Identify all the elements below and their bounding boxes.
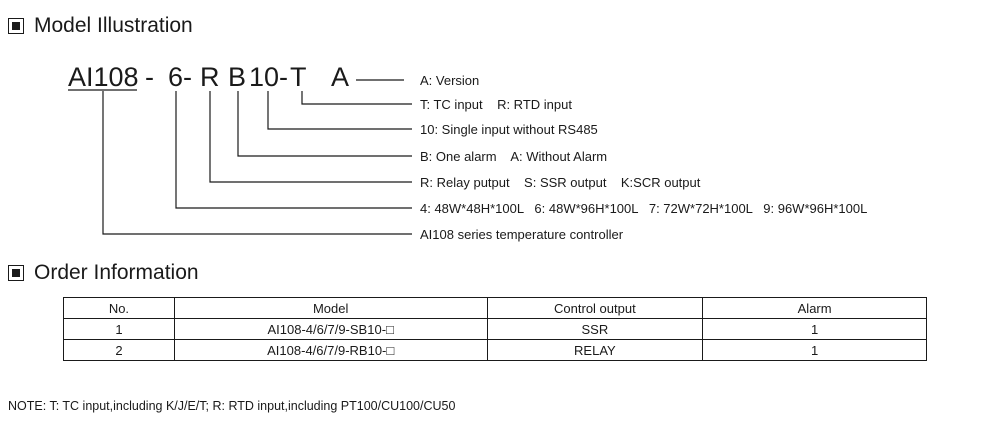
cell-control-output: SSR: [487, 319, 703, 340]
cell-control-output: RELAY: [487, 340, 703, 361]
code-output: R: [200, 62, 220, 92]
leader-size: [176, 91, 412, 208]
cell-no: 2: [64, 340, 175, 361]
label-version: A: Version: [420, 73, 480, 88]
column-header-model: Model: [174, 298, 487, 319]
label-input-type: T: TC input R: RTD input: [420, 97, 572, 112]
cell-alarm: 1: [703, 319, 927, 340]
label-input-count: 10: Single input without RS485: [420, 122, 598, 137]
order-information-heading: [8, 261, 199, 285]
section-title: Model Illustration: [34, 14, 193, 37]
column-header-no: No.: [64, 298, 175, 319]
cell-model: AI108-4/6/7/9-RB10-□: [174, 340, 487, 361]
label-output: R: Relay putput S: SSR output K:SCR output: [420, 175, 701, 190]
code-version: A: [331, 62, 350, 92]
leader-input-count: [268, 91, 412, 129]
code-dash: -: [145, 62, 154, 92]
table-header-row: [64, 298, 927, 319]
cell-model: AI108-4/6/7/9-SB10-□: [174, 319, 487, 340]
code-alarm: B: [228, 62, 247, 92]
leader-alarm: [238, 91, 412, 156]
cell-no: 1: [64, 319, 175, 340]
code-size: 6-: [168, 62, 193, 92]
column-header-control-output: Control output: [487, 298, 703, 319]
leader-output: [210, 91, 412, 182]
label-alarm: B: One alarm A: Without Alarm: [420, 149, 608, 164]
note-text: NOTE: T: TC input,including K/J/E/T; R: RTD input,including PT100/CU100/CU50: [8, 399, 456, 413]
leader-series: [103, 91, 412, 234]
leader-input-type: [302, 91, 412, 104]
order-table: [63, 297, 927, 361]
column-header-alarm: Alarm: [703, 298, 927, 319]
label-series: AI108 series temperature controller: [420, 227, 624, 242]
label-size: 4: 48W*48H*100L 6: 48W*96H*100L 7: 72W*72H*100L 9: 96W*96H*100L: [420, 201, 868, 216]
cell-alarm: 1: [703, 340, 927, 361]
section-title: Order Information: [34, 261, 199, 284]
table-row: [64, 340, 927, 361]
code-input-type: T: [290, 62, 307, 92]
code-series: AI108: [68, 62, 139, 92]
table-row: [64, 319, 927, 340]
square-bullet-icon: [8, 265, 24, 281]
code-input-count: 10-: [249, 62, 289, 92]
